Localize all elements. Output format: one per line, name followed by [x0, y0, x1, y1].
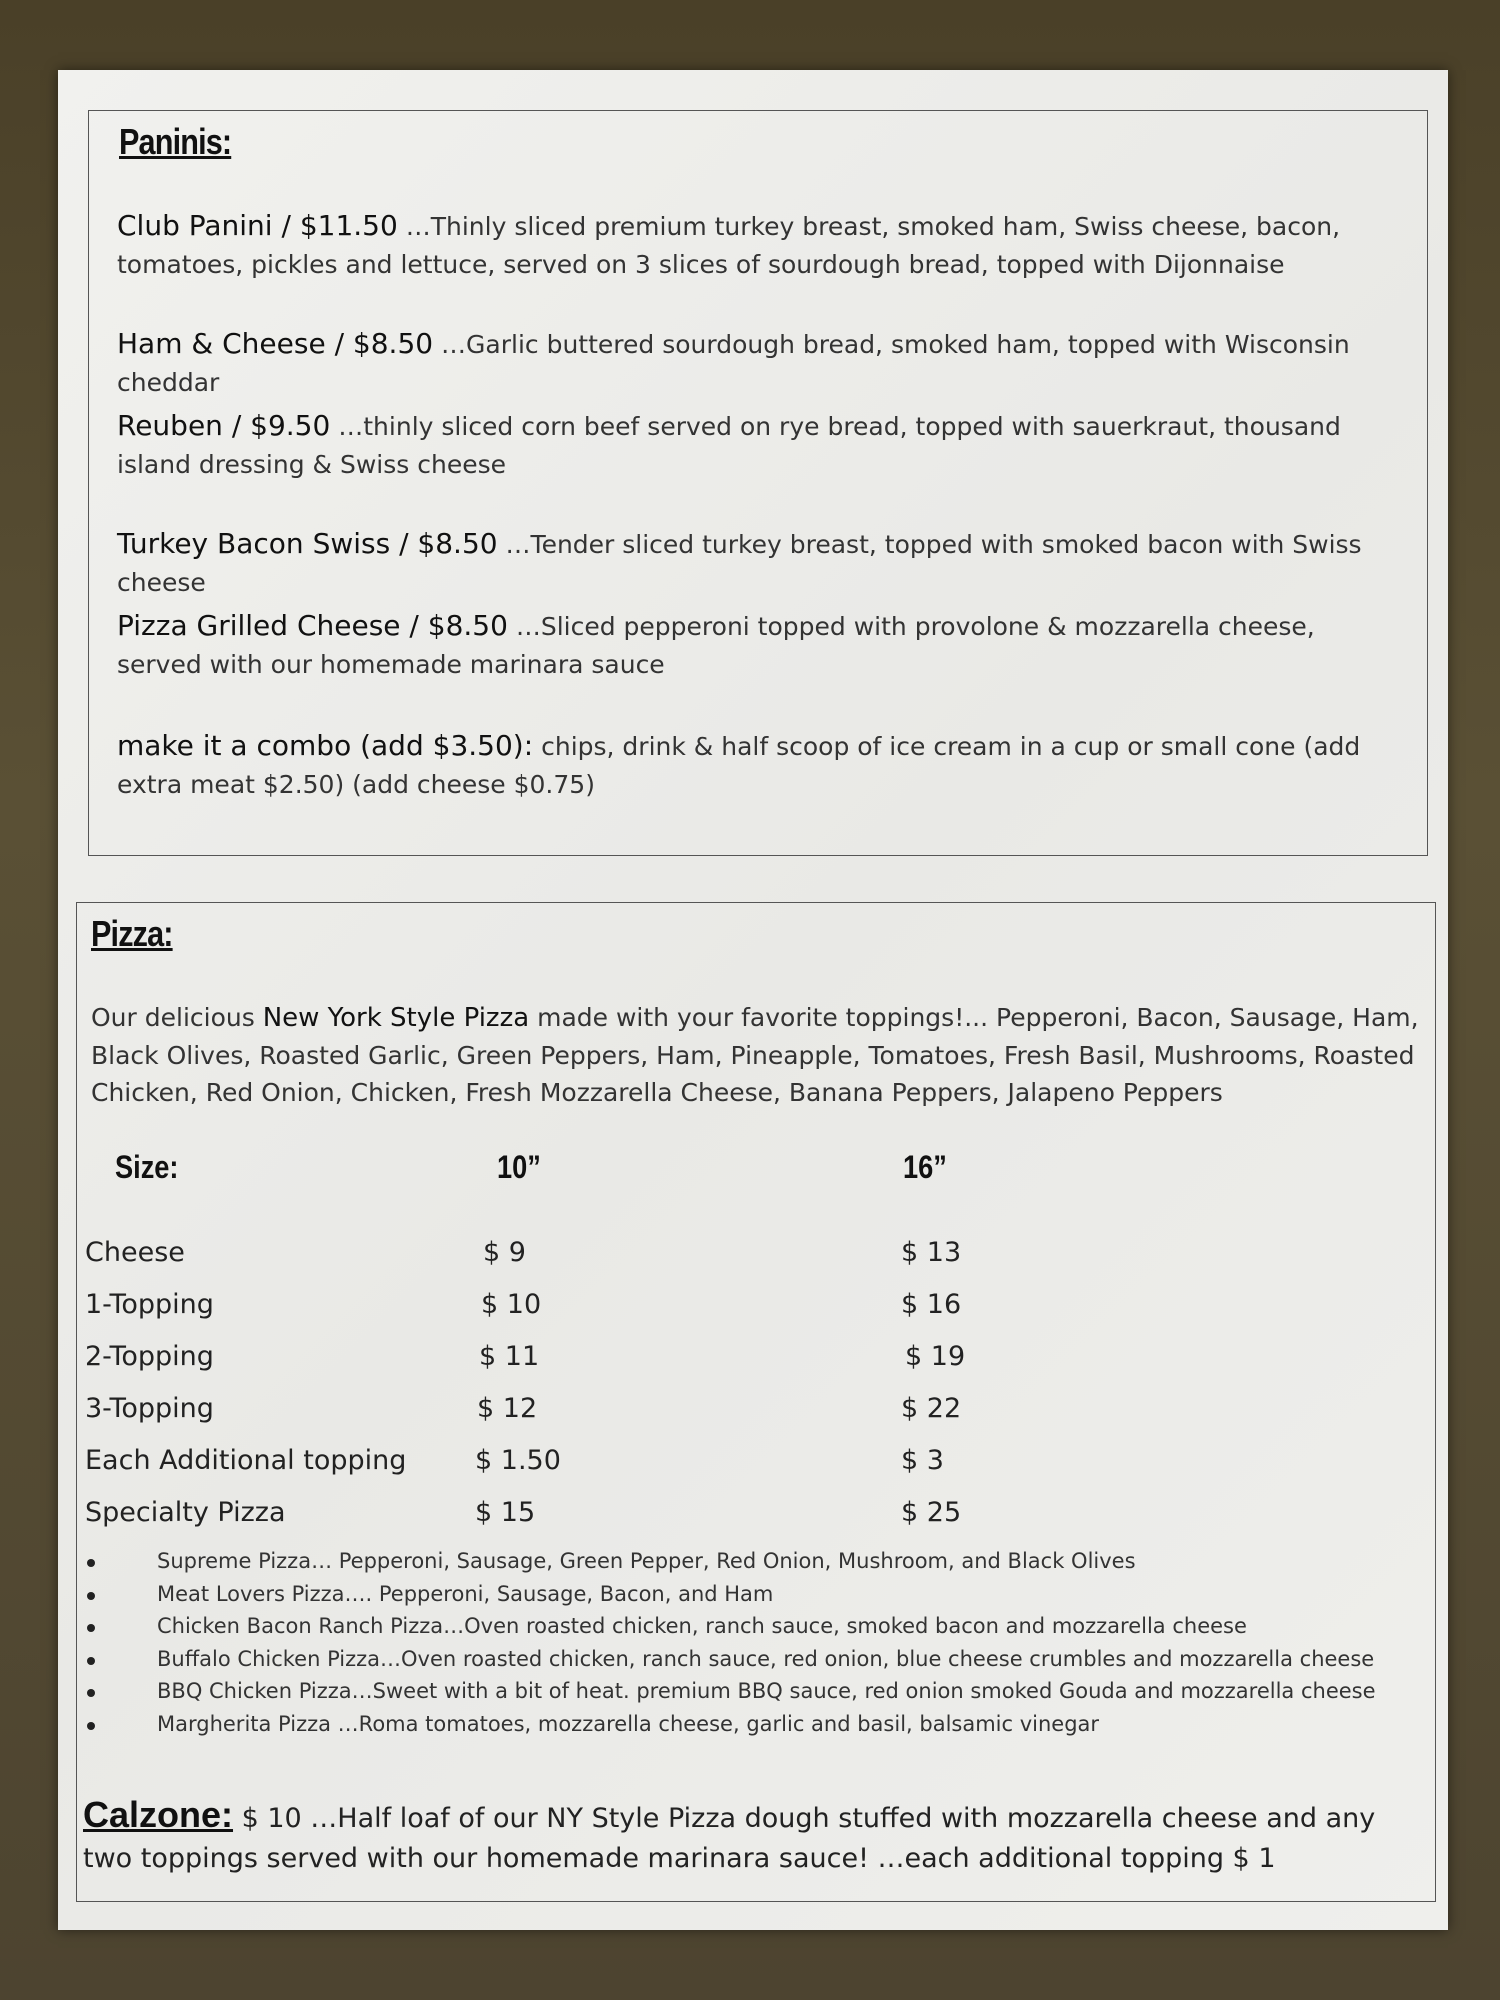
- specialty-text: Margherita Pizza …Roma tomatoes, mozzarella cheese, garlic and basil, balsamic vinegar: [157, 1711, 1100, 1736]
- bullet-icon: [87, 1592, 95, 1600]
- calzone-description: $ 10 …Half loaf of our NY Style Pizza dough stuffed with mozzarella cheese and any two toppings served with our homemade marinara sauce! …each additional topping $ 1: [83, 1803, 1376, 1874]
- toppings-list: made with your favorite toppings!... Pepperoni, Bacon, Sausage, Ham, Black Olives, Roasted Garlic, Green Peppers, Ham, Pineapple, Tomatoes, Fresh Basil, Mushrooms, Roasted Chicken, Red Onion, Chicken, Fresh Mozzarella Cheese, Banana Peppers, Jalapeno Peppers: [91, 1003, 1419, 1107]
- item-description: …Sliced pepperoni topped with provolone & mozzarella cheese, served with our homemade marinara sauce: [117, 612, 1315, 679]
- price-row-2-topping: [85, 1341, 1085, 1393]
- price-10: $ 10: [481, 1289, 542, 1320]
- price-16: $ 25: [901, 1497, 962, 1528]
- item-name: Turkey Bacon Swiss / $8.50: [117, 527, 498, 560]
- price-row-additional-topping: [85, 1445, 1085, 1497]
- price-row-cheese: [85, 1237, 1085, 1289]
- item-description: …Thinly sliced premium turkey breast, smoked ham, Swiss cheese, bacon, tomatoes, pickles and lettuce, served on 3 slices of sourdough bread, topped with Dijonnaise: [117, 212, 1341, 279]
- calzone-title: Calzone:: [83, 1794, 234, 1835]
- menu-item-reuben: [117, 407, 1407, 484]
- price-10: $ 1.50: [475, 1445, 561, 1476]
- item-description: …Tender sliced turkey breast, topped with smoked bacon with Swiss cheese: [117, 530, 1362, 597]
- menu-item-ham-cheese: [117, 325, 1407, 402]
- item-description: …Garlic buttered sourdough bread, smoked ham, topped with Wisconsin cheddar: [117, 330, 1350, 397]
- price-row-1-topping: [85, 1289, 1085, 1341]
- price-16: $ 13: [901, 1237, 962, 1268]
- price-16: $ 16: [901, 1289, 962, 1320]
- paninis-section: [88, 110, 1428, 856]
- list-item: [77, 1679, 1417, 1712]
- specialty-text: BBQ Chicken Pizza…Sweet with a bit of heat. premium BBQ sauce, red onion smoked Gouda and mozzarella cheese: [157, 1679, 1376, 1704]
- item-name: Ham & Cheese / $8.50: [117, 327, 434, 360]
- list-item: [77, 1712, 1417, 1745]
- price-10: $ 15: [475, 1497, 536, 1528]
- paninis-title: Paninis:: [119, 121, 232, 162]
- price-16: $ 19: [905, 1341, 966, 1372]
- item-name: Club Panini / $11.50: [117, 209, 398, 242]
- pizza-section: [76, 902, 1436, 1902]
- menu-item-pizza-grilled-cheese: [117, 607, 1407, 684]
- item-name: Reuben / $9.50: [117, 409, 331, 442]
- item-description: …thinly sliced corn beef served on rye bread, topped with sauerkraut, thousand island dressing & Swiss cheese: [117, 412, 1341, 479]
- list-item: [77, 1647, 1417, 1680]
- price-16: $ 3: [901, 1445, 944, 1476]
- pizza-intro: [91, 999, 1421, 1111]
- size-header-16: 16”: [903, 1149, 947, 1185]
- bullet-icon: [87, 1559, 95, 1567]
- menu-item-turkey-bacon-swiss: [117, 525, 1407, 602]
- size-header-10: 10”: [497, 1149, 541, 1185]
- list-item: [77, 1549, 1417, 1582]
- specialty-text: Buffalo Chicken Pizza…Oven roasted chicken, ranch sauce, red onion, blue cheese crumbles and mozzarella cheese: [157, 1646, 1375, 1671]
- bullet-icon: [87, 1689, 95, 1697]
- price-10: $ 11: [479, 1341, 540, 1372]
- price-row-specialty: [85, 1497, 1085, 1549]
- size-header-label: Size:: [115, 1149, 179, 1185]
- row-name: Each Additional topping: [85, 1445, 407, 1476]
- row-name: Cheese: [85, 1237, 185, 1268]
- combo-description: chips, drink & half scoop of ice cream in a cup or small cone (add extra meat $2.50) (add cheese $0.75): [117, 732, 1361, 799]
- specialty-list: [77, 1549, 1417, 1745]
- row-name: 1-Topping: [85, 1289, 214, 1320]
- row-name: Specialty Pizza: [85, 1497, 286, 1528]
- specialty-text: Meat Lovers Pizza…. Pepperoni, Sausage, Bacon, and Ham: [157, 1581, 774, 1606]
- list-item: [77, 1582, 1417, 1615]
- list-item: [77, 1614, 1417, 1647]
- calzone-section: [83, 1795, 1423, 1879]
- pizza-title: Pizza:: [91, 913, 173, 954]
- bullet-icon: [87, 1657, 95, 1665]
- intro-text: Our delicious: [91, 1003, 263, 1032]
- row-name: 2-Topping: [85, 1341, 214, 1372]
- price-10: $ 12: [477, 1393, 538, 1424]
- bullet-icon: [87, 1624, 95, 1632]
- combo-label: make it a combo (add $3.50):: [117, 729, 534, 762]
- price-10: $ 9: [483, 1237, 526, 1268]
- menu-page: [58, 70, 1448, 1930]
- specialty-text: Chicken Bacon Ranch Pizza…Oven roasted chicken, ranch sauce, smoked bacon and mozzarella cheese: [157, 1614, 1247, 1639]
- row-name: 3-Topping: [85, 1393, 214, 1424]
- specialty-text: Supreme Pizza… Pepperoni, Sausage, Green Pepper, Red Onion, Mushroom, and Black Olives: [157, 1549, 1136, 1573]
- menu-item-club-panini: [117, 207, 1407, 284]
- price-row-3-topping: [85, 1393, 1085, 1445]
- bullet-icon: [87, 1722, 95, 1730]
- item-name: Pizza Grilled Cheese / $8.50: [117, 609, 508, 642]
- combo-note: [117, 727, 1407, 804]
- price-16: $ 22: [901, 1393, 962, 1424]
- intro-highlight: New York Style Pizza: [262, 1003, 530, 1033]
